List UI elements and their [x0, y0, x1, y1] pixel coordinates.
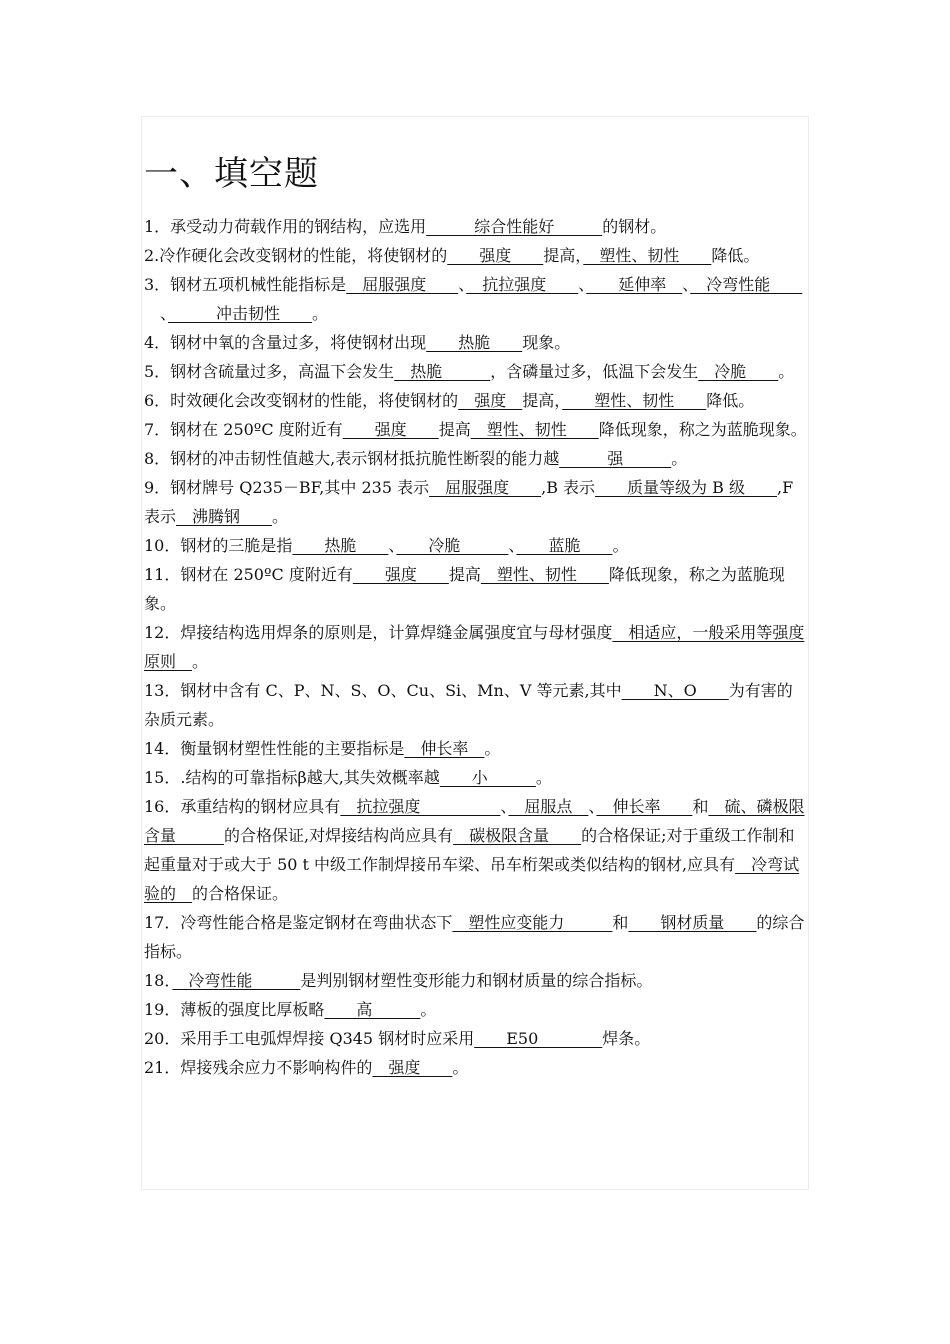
question-item — [144, 618, 808, 676]
answer-blank: 冷弯性能 — [690, 275, 803, 294]
answer-blank: 塑性、韧性 — [583, 246, 712, 265]
answer-blank: 硫、磷极限含量 — [144, 797, 805, 845]
question-text: 18． — [144, 971, 173, 990]
question-text: 1．承受动力荷载作用的钢结构，应选用 — [144, 217, 427, 236]
answer-blank: 质量等级为 B 级 — [595, 478, 777, 497]
question-text: 提高， — [543, 246, 584, 265]
question-text: 降低现象，称之为蓝脆现象。 — [598, 420, 807, 439]
question-text: 15．.结构的可靠指标β越大,其失效概率越 — [144, 768, 440, 787]
question-text: 8．钢材的冲击韧性值越大,表示钢材抵抗脆性断裂的能力越 — [144, 449, 560, 468]
question-text: 9．钢材牌号 Q235－BF,其中 235 表示 — [144, 478, 430, 497]
question-text: 、 — [388, 536, 397, 555]
question-text: 。 — [484, 739, 501, 758]
question-text: 焊条。 — [602, 1029, 651, 1048]
answer-blank: 蓝脆 — [516, 536, 613, 555]
question-text: 。 — [612, 536, 629, 555]
question-item — [144, 415, 808, 444]
answer-blank: 冷脆 — [698, 362, 779, 381]
answer-blank: 综合性能好 — [426, 217, 603, 236]
question-text: 6．时效硬化会改变钢材的性能，将使钢材的 — [144, 391, 459, 410]
answer-blank: 冷脆 — [396, 536, 509, 555]
answer-blank: 伸长率 — [404, 739, 485, 758]
question-text: 是判别钢材塑性变形能力和钢材质量的综合指标。 — [300, 971, 653, 990]
answer-blank: 碳极限含量 — [453, 826, 582, 845]
answer-blank: 延伸率 — [586, 275, 683, 294]
answer-blank: 屈服点 — [508, 797, 589, 816]
question-item — [144, 995, 808, 1024]
question-item — [144, 763, 808, 792]
question-text: 5．钢材含硫量过多，高温下会发生 — [144, 362, 395, 381]
answer-blank: 热脆 — [394, 362, 491, 381]
answer-blank: 钢材质量 — [628, 913, 757, 932]
question-text: 降低现象，称之为蓝脆现象。 — [144, 565, 785, 613]
answer-blank: 屈服强度 — [346, 275, 459, 294]
question-item — [144, 676, 808, 734]
answer-blank: N、O — [621, 681, 729, 700]
answer-blank: 抗拉强度 — [466, 275, 579, 294]
question-list — [144, 212, 808, 1082]
question-text: 、 — [508, 536, 517, 555]
question-text: 的合格保证;对于重级工作制和起重量对于或大于 50 t 中级工作制焊接吊车梁、吊车桁架或类似结构的钢材,应具有 — [144, 826, 795, 874]
answer-blank: 强度 — [447, 246, 544, 265]
answer-blank: 小 — [439, 768, 536, 787]
question-item — [144, 531, 808, 560]
question-text: 、 — [458, 275, 467, 294]
answer-blank: 塑性、韧性 — [480, 565, 609, 584]
question-item — [144, 560, 808, 618]
question-text: 的合格保证,对焊接结构尚应具有 — [224, 826, 454, 845]
question-text: 。 — [312, 304, 329, 323]
question-text: 2.冷作硬化会改变钢材的性能，将使钢材的 — [144, 246, 448, 265]
question-text: 17．冷弯性能合格是鉴定钢材在弯曲状态下 — [144, 913, 453, 932]
question-text: 提高 — [438, 420, 471, 439]
question-item — [144, 328, 808, 357]
question-item — [144, 1053, 808, 1082]
answer-blank: 屈服强度 — [429, 478, 542, 497]
question-text: 、 — [588, 797, 597, 816]
question-text: 14．衡量钢材塑性性能的主要指标是 — [144, 739, 405, 758]
answer-blank: 相适应，一般采用等强度原则 — [144, 623, 805, 671]
question-text: 的合格保证。 — [192, 884, 289, 903]
question-item — [144, 473, 808, 531]
question-text: 。 — [778, 362, 795, 381]
answer-blank: 塑性应变能力 — [452, 913, 613, 932]
answer-blank: 沸腾钢 — [176, 507, 273, 526]
question-text: 降低。 — [706, 391, 755, 410]
answer-blank: 热脆 — [292, 536, 389, 555]
answer-blank: 强度 — [352, 565, 449, 584]
question-text: 。 — [420, 1000, 437, 1019]
question-text: 19．薄板的强度比厚板略 — [144, 1000, 325, 1019]
question-item — [144, 1024, 808, 1053]
question-text: 的综合指标。 — [144, 913, 805, 961]
question-text: ，含磷量过多，低温下会发生 — [490, 362, 699, 381]
question-item — [144, 792, 808, 908]
section-title: 一、填空题 — [144, 154, 319, 194]
question-item — [144, 386, 808, 415]
question-text: 。 — [535, 768, 552, 787]
question-text: 和 — [612, 913, 629, 932]
question-text: 7．钢材在 250ºC 度附近有 — [144, 420, 343, 439]
question-text: 11．钢材在 250ºC 度附近有 — [144, 565, 353, 584]
answer-blank: 塑性、韧性 — [562, 391, 707, 410]
answer-blank: 强度 — [372, 1058, 453, 1077]
question-item — [144, 241, 808, 270]
question-text: 、 — [578, 275, 587, 294]
question-text: 3．钢材五项机械性能指标是 — [144, 275, 347, 294]
question-text: 10．钢材的三脆是指 — [144, 536, 293, 555]
question-item — [144, 270, 808, 328]
answer-blank: 塑性、韧性 — [470, 420, 599, 439]
question-text: 和 — [692, 797, 709, 816]
question-text: 。 — [272, 507, 289, 526]
question-text: 降低。 — [711, 246, 760, 265]
question-text: 提高， — [522, 391, 563, 410]
question-item — [144, 966, 808, 995]
question-text: 13．钢材中含有 C、P、N、S、O、Cu、Si、Mn、V 等元素,其中 — [144, 681, 622, 700]
question-text: 、 — [682, 275, 691, 294]
question-text: 20．采用手工电弧焊焊接 Q345 钢材时应采用 — [144, 1029, 475, 1048]
question-item — [144, 734, 808, 763]
question-text: 21．焊接残余应力不影响构件的 — [144, 1058, 373, 1077]
answer-blank: 冷弯性能 — [172, 971, 301, 990]
answer-blank: 高 — [324, 1000, 421, 1019]
question-text: 。 — [452, 1058, 469, 1077]
question-text: 的钢材。 — [602, 217, 667, 236]
question-text: 。 — [671, 449, 688, 468]
question-text: 、 — [144, 304, 169, 323]
answer-blank: 伸长率 — [596, 797, 693, 816]
question-item — [144, 212, 808, 241]
question-text: 4．钢材中氧的含量过多，将使钢材出现 — [144, 333, 427, 352]
answer-blank: 强度 — [342, 420, 439, 439]
answer-blank: 冷弯试验的 — [144, 855, 800, 903]
answer-blank: 强 — [559, 449, 672, 468]
question-item — [144, 444, 808, 473]
question-text: 16．承重结构的钢材应具有 — [144, 797, 341, 816]
answer-blank: 抗拉强度 — [340, 797, 501, 816]
document-content — [144, 150, 808, 1082]
answer-blank: 热脆 — [426, 333, 523, 352]
question-text: 提高 — [448, 565, 481, 584]
question-item — [144, 357, 808, 386]
question-text: 。 — [192, 652, 209, 671]
question-text: ,F 表示 — [144, 478, 794, 526]
question-text: 现象。 — [522, 333, 571, 352]
answer-blank: E50 — [474, 1029, 603, 1048]
question-text: 为有害的杂质元素。 — [144, 681, 793, 729]
question-text: 12．焊接结构选用焊条的原则是，计算焊缝金属强度宜与母材强度 — [144, 623, 613, 642]
question-text: ,B 表示 — [541, 478, 596, 497]
answer-blank: 强度 — [458, 391, 523, 410]
question-text: 、 — [500, 797, 509, 816]
answer-blank: 冲击韧性 — [168, 304, 313, 323]
question-item — [144, 908, 808, 966]
